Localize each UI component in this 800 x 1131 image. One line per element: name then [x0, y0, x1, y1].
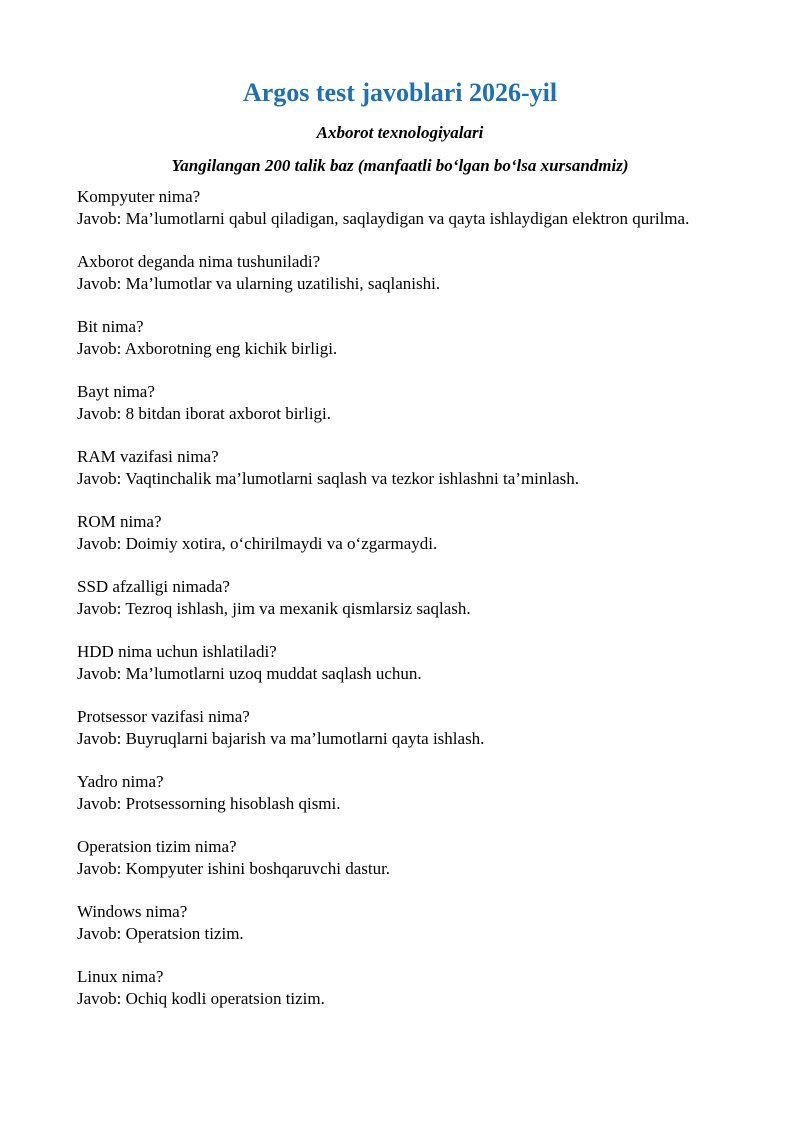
document-tagline: Yangilangan 200 talik baz (manfaatli bo‘lgan bo‘lsa xursandmiz): [171, 156, 629, 175]
answer-text: Javob: Axborotning eng kichik birligi.: [77, 339, 338, 358]
question-text: Operatsion tizim nima?: [77, 837, 237, 856]
qa-item: [77, 381, 727, 425]
answer-text: Javob: Ma’lumotlar va ularning uzatilishi, saqlanishi.: [77, 274, 441, 293]
question-text: ROM nima?: [77, 512, 162, 531]
question-text: Bit nima?: [77, 317, 144, 336]
qa-item: [77, 511, 727, 555]
qa-item: [77, 576, 727, 620]
answer-text: Javob: Ochiq kodli operatsion tizim.: [77, 989, 325, 1008]
answer-text: Javob: 8 bitdan iborat axborot birligi.: [77, 404, 332, 423]
answer-text: Javob: Ma’lumotlarni uzoq muddat saqlash uchun.: [77, 664, 422, 683]
document-subtitle: Axborot texnologiyalari: [316, 123, 484, 142]
question-text: Protsessor vazifasi nima?: [77, 707, 250, 726]
answer-text: Javob: Kompyuter ishini boshqaruvchi dastur.: [77, 859, 391, 878]
question-text: RAM vazifasi nima?: [77, 447, 219, 466]
qa-item: [77, 771, 727, 815]
answer-text: Javob: Vaqtinchalik ma’lumotlarni saqlash va tezkor ishlashni ta’minlash.: [77, 469, 580, 488]
answer-text: Javob: Tezroq ishlash, jim va mexanik qismlarsiz saqlash.: [77, 599, 471, 618]
question-text: Bayt nima?: [77, 382, 155, 401]
qa-item: [77, 446, 727, 490]
qa-item: [77, 836, 727, 880]
qa-item: [77, 966, 727, 1010]
qa-item: [77, 706, 727, 750]
question-text: Yadro nima?: [77, 772, 164, 791]
document-title: Argos test javoblari 2026-yil: [242, 78, 558, 107]
qa-item: [77, 641, 727, 685]
question-text: HDD nima uchun ishlatiladi?: [77, 642, 277, 661]
question-text: Axborot deganda nima tushuniladi?: [77, 252, 321, 271]
answer-text: Javob: Doimiy xotira, o‘chirilmaydi va o‘zgarmaydi.: [77, 534, 438, 553]
qa-item: [77, 901, 727, 945]
qa-list: [77, 186, 727, 1031]
answer-text: Javob: Buyruqlarni bajarish va ma’lumotlarni qayta ishlash.: [77, 729, 485, 748]
answer-text: Javob: Protsessorning hisoblash qismi.: [77, 794, 341, 813]
answer-text: Javob: Ma’lumotlarni qabul qiladigan, saqlaydigan va qayta ishlaydigan elektron qurilma.: [77, 209, 690, 228]
question-text: Kompyuter nima?: [77, 187, 201, 206]
question-text: SSD afzalligi nimada?: [77, 577, 230, 596]
question-text: Windows nima?: [77, 902, 188, 921]
qa-item: [77, 251, 727, 295]
qa-item: [77, 186, 727, 230]
answer-text: Javob: Operatsion tizim.: [77, 924, 244, 943]
qa-item: [77, 316, 727, 360]
question-text: Linux nima?: [77, 967, 164, 986]
